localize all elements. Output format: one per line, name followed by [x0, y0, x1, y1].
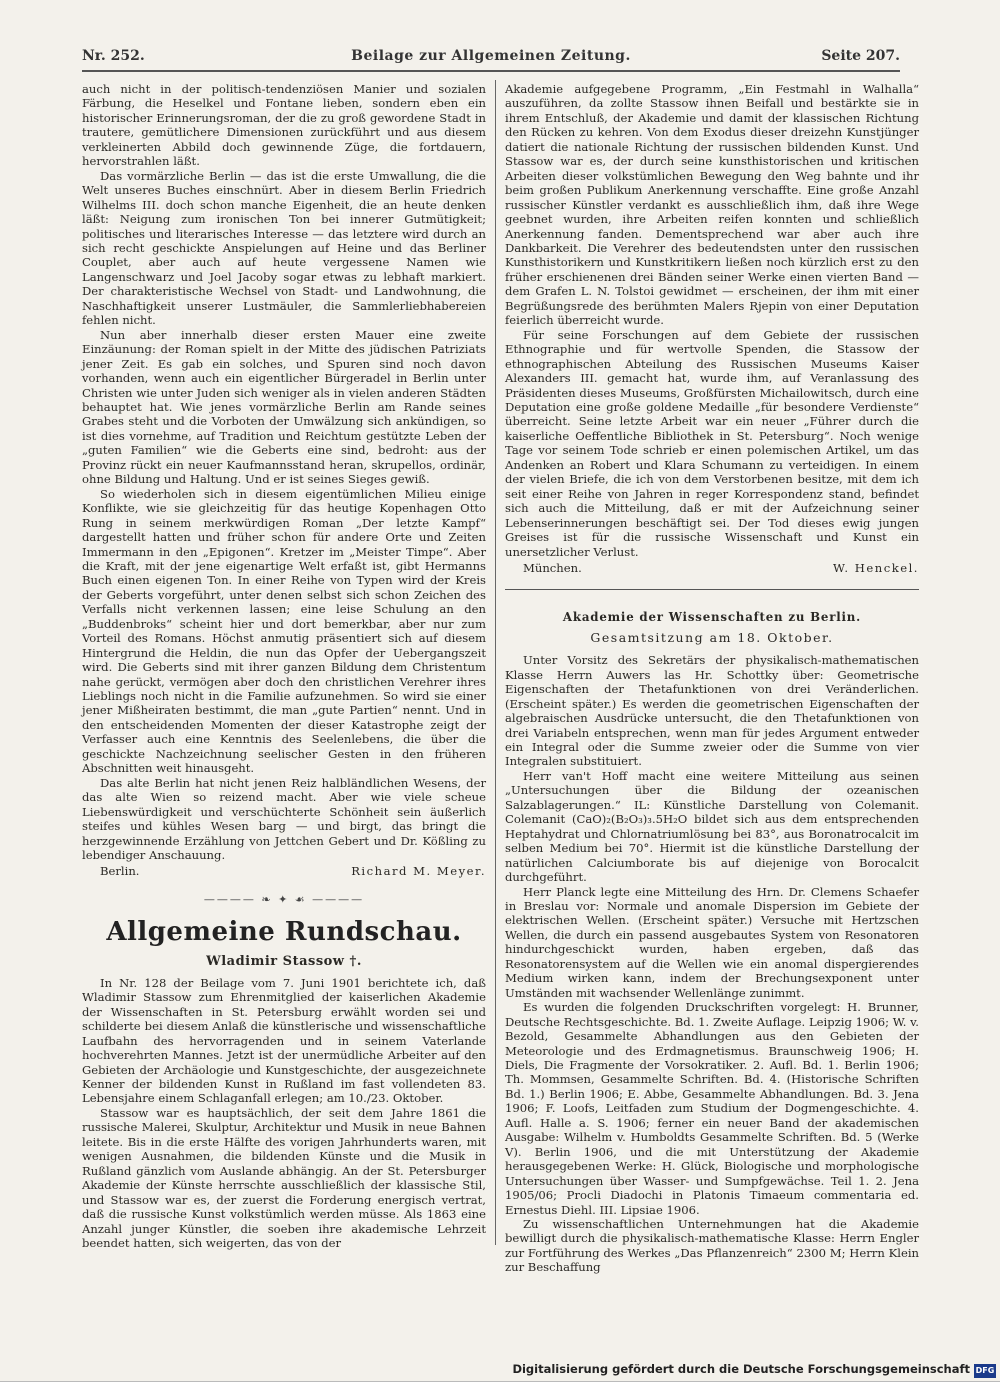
author: W. Henckel. [833, 560, 919, 575]
header-rule [82, 70, 900, 72]
section-rule [505, 589, 919, 590]
paragraph: Herr van't Hoff macht eine weitere Mitteilung aus seinen „Untersuchungen über die Bildung der ozeanischen Salzablagerungen.“ IL: Künstliche Darstellung von Colemanit. Colemanit (CaO)₂(B₂O₃)₃.5H₂O bildet sich aus dem entsprechenden Heptahydrat und Chlornatriumlösung bei 83°, aus Boronatrocalcit im selben Medium bei 70°. Hiermit ist die künstliche Darstellung der natürlichen Calciumborate bis auf diejenige von Borocalcit durchgeführt. [505, 768, 919, 885]
page-header [82, 44, 900, 72]
paragraph: auch nicht in der politisch-tendenziösen Manier und sozialen Färbung, die Heselkel und Fontane lieben, sondern eben ein historischer Erinnerungsroman, der die zu groß gewordene Stadt in trautere, gemütlichere Dimensionen zurückführt und aus diesem verkleinerten Abbild doch gewinnende Züge, die fortdauern, hervorstrahlen läßt. [82, 82, 486, 169]
author: Richard M. Meyer. [351, 864, 486, 879]
left-column [82, 82, 486, 1250]
signature-line [82, 864, 486, 878]
article-title: Wladimir Stassow †. [206, 954, 362, 970]
paragraph: Unter Vorsitz des Sekretärs der physikalisch-mathematischen Klasse Herrn Auwers las Hr. Schottky über: Geometrische Eigenschaften der Thetafunktionen von drei Veränderlichen. (Erscheint später.) Es werden die geometrischen Eigenschaften der algebraischen Ausdrücke untersucht, die den Thetafunktionen von drei Variabeln entsprechen, wenn man für jedes Argument entweder ein Integral oder die Summe zweier oder die Summe von vier Integralen substituiert. [505, 653, 919, 769]
paragraph: So wiederholen sich in diesem eigentümlichen Milieu einige Konflikte, wie sie gleichzeitig für das heutige Kopenhagen Otto Rung in seinem merkwürdigen Roman „Der letzte Kampf“ dargestellt hatten und früher schon für andere Orte und Zeiten Immermann in den „Epigonen“. Kretzer im „Meister Timpe“. Aber die Kraft, mit der jene eigenartige Welt erfaßt ist, gibt Hermanns Buch einen eigenen Ton. In einer Reihe von Typen wird der Kreis der Geberts vorgeführt, unter denen selbst sich schon Zeichen des Verfalls nicht verkennen lassen; eine leise Schulung an den „Buddenbroks“ scheint hier und dort bemerkbar, aber nur zum Vorteil des Romans. Höchst anmutig präsentiert sich auf diesem Hintergrund die Heldin, die nun das Opfer der Uebergangszeit wird. Die Geberts sind mit ihrer ganzen Bildung dem Christentum nahe gerückt, vermögen aber doch den christlichen Verehrer ihres Lieblings noch nicht in die Familie aufzunehmen. So wird sie einer jener Mißheiraten bestimmt, die man „gute Partien“ nennt. Und in den entscheidenden Momenten der dieser Katastrophe zeigt der Verfasser auch eine Kenntnis des Seelenlebens, die über die geschickte Nachzeichnung seelischer Gesten in den früheren Abschnitten weit hinausgeht. [82, 486, 486, 776]
place: Berlin. [100, 864, 140, 879]
paragraph: In Nr. 128 der Beilage vom 7. Juni 1901 berichtete ich, daß Wladimir Stassow zum Ehrenmitglied der kaiserlichen Akademie der Wissenschaften in St. Petersburg erwählt worden sei und schilderte bei diesem Anlaß die künstlerische und wissenschaftliche Laufbahn des hervorragenden und in seinem Vaterlande hochverehrten Mannes. Jetzt ist der unermüdliche Arbeiter auf den Gebieten der Archäologie und Kunstgeschichte, der ausgezeichnete Kenner der bildenden Kunst in Rußland im fast vollendeten 83. Lebensjahre einem Schlaganfall erlegen; am 10./23. Oktober. [82, 975, 486, 1106]
article-subtitle: Gesamtsitzung am 18. Oktober. [590, 629, 834, 645]
right-column [505, 82, 919, 1275]
issue-number: Nr. 252. [82, 48, 145, 64]
dfg-logo-icon: DFG [974, 1364, 996, 1378]
paragraph: Zu wissenschaftlichen Unternehmungen hat die Akademie bewilligt durch die physikalisch-mathematische Klasse: Herrn Engler zur Fortführung des Werkes „Das Pflanzenreich“ 2300 M; Herrn Klein zur Beschaffung [505, 1216, 919, 1275]
ornament-divider: ———— ❧ ✦ ☙ ———— [203, 892, 365, 906]
paragraph: Das alte Berlin hat nicht jenen Reiz halbländlichen Wesens, der das alte Wien so reizend macht. Aber wie viele scheue Liebenswürdigkeit und verschüchterte Schönheit sein äußerlich steifes und kühles Wesen barg — und birgt, das bringt die herzgewinnende Erzählung von Jettchen Gebert und Dr. Kößling zu lebendiger Anschauung. [82, 775, 486, 863]
paragraph: Stassow war es hauptsächlich, der seit dem Jahre 1861 die russische Malerei, Skulptur, Architektur und Musik in neue Bahnen leitete. Bis in die erste Hälfte des vorigen Jahrhunderts waren, mit wenigen Ausnahmen, die bildenden Künste und die Musik in Rußland gänzlich vom Auslande abhängig. An der St. Petersburger Akademie der Künste herrschte ausschließlich der klassische Stil, und Stassow war es, der zuerst die Forderung energisch vertrat, daß die russische Kunst volkstümlich werden müsse. Als 1863 eine Anzahl junger Künstler, die soeben ihre akademische Lehrzeit beendet hatten, sich weigerten, das von der [82, 1105, 486, 1250]
digitization-footer [0, 1358, 1000, 1382]
paragraph: Es wurden die folgenden Druckschriften vorgelegt: H. Brunner, Deutsche Rechtsgeschichte. Bd. 1. Zweite Auflage. Leipzig 1906; W. v. Bezold, Gesammelte Abhandlungen aus den Gebieten der Meteorologie und des Erdmagnetismus. Braunschweig 1906; H. Diels, Die Fragmente der Vorsokratiker. 2. Aufl. Bd. 1. Berlin 1906; Th. Mommsen, Gesammelte Schriften. Bd. 4. (Historische Schriften Bd. 1.) Berlin 1906; E. Abbe, Gesammelte Abhandlungen. Bd. 3. Jena 1906; F. Loofs, Leitfaden zum Studium der Dogmengeschichte. 4. Aufl. Halle a. S. 1906; ferner ein neuer Band der akademischen Ausgabe: Wilhelm v. Humboldts Gesammelte Schriften. Bd. 5 (Werke V). Berlin 1906, und die mit Unterstützung der Akademie herausgegebenen Werke: H. Glück, Biologische und morphologische Untersuchungen über Wasser- und Sumpfgewächse. Teil 1. 2. Jena 1905/06; Procli Diadochi in Platonis Timaeum commentaria ed. Ernestus Diehl. III. Lipsiae 1906. [505, 1000, 919, 1217]
funding-note: Digitalisierung gefördert durch die Deutsche Forschungsgemeinschaft [512, 1362, 970, 1376]
paragraph: Nun aber innerhalb dieser ersten Mauer eine zweite Einzäunung: der Roman spielt in der Mitte des jüdischen Patriziats jener Zeit. Es gab ein solches, und Spuren sind noch davon vorhanden, wenn auch ein eigentlicher Bürgeradel in Berlin unter Christen wie unter Juden sich weniger als in vielen anderen Städten behauptet hat. Wie jenes vormärzliche Berlin am Rande seines Grabes steht und die Vorboten der Umwälzung sich ankündigen, so ist dies vornehme, auf Tradition und Reichtum gestützte Leben der „guten Familien“ wie die Geberts eine sind, bedroht: aus der Provinz rückt ein neuer Kaufmannsstand heran, skrupellos, ordinär, ohne Bildung und Haltung. Und er ist seines Sieges gewiß. [82, 327, 486, 487]
publication-title: Beilage zur Allgemeinen Zeitung. [351, 48, 631, 64]
column-divider [495, 80, 496, 1245]
article-title: Akademie der Wissenschaften zu Berlin. [562, 610, 862, 625]
page-number: Seite 207. [821, 48, 900, 64]
paragraph: Das vormärzliche Berlin — das ist die erste Umwallung, die die Welt unseres Buches einschnürt. Aber in diesem Berlin Friedrich Wilhelms III. doch schon manche Eigenheit, die an heute denken läßt: Neigung zum ironischen Ton bei innerer Gutmütigkeit; politisches und literarisches Interesse — das letztere wird durch an sich recht geschickte Anspielungen auf Heine und das Berliner Couplet, aber auch auf heute vergessene Namen wie Langenschwarz und Joel Jacoby sogar etwas zu lebhaft markiert. Der charakteristische Wechsel von Stadt- und Landwohnung, die Naschhaftigkeit unserer Lustmäuler, die Sammlerliebhabereien fehlen nicht. [82, 168, 486, 328]
paragraph: Für seine Forschungen auf dem Gebiete der russischen Ethnographie und für wertvolle Spenden, die Stassow der ethnographischen Abteilung des Russischen Museums Kaiser Alexanders III. gemacht hat, wurde ihm, auf Veranlassung des Präsidenten dieses Museums, Großfürsten Michailowitsch, durch eine Deputation eine große goldene Medaille „für besondere Verdienste“ überreicht. Seine letzte Arbeit war ein neuer „Führer durch die kaiserliche Oeffentliche Bibliothek in St. Petersburg“. Noch wenige Tage vor seinem Tode schrieb er einen polemischen Artikel, um das Andenken an Robert und Klara Schumann zu verteidigen. In einem der vielen Briefe, die ich von dem Verstorbenen besitze, mit dem ich seit einer Reihe von Jahren in reger Korrespondenz stand, befindet sich auch die Mitteilung, daß er mit der Aufzeichnung seiner Lebenserinnerungen beschäftigt sei. Der Tod dieses ewig jungen Greises ist für die russische Wissenschaft und Kunst ein unersetzlicher Verlust. [505, 327, 919, 559]
signature-line [505, 561, 919, 575]
place: München. [523, 560, 582, 575]
section-title: Allgemeine Rundschau. [106, 917, 462, 948]
paragraph: Akademie aufgegebene Programm, „Ein Festmahl in Walhalla“ auszuführen, da zollte Stassow ihnen Beifall und bestärkte sie in ihrem Entschluß, der Akademie und damit der klassischen Richtung den Rücken zu kehren. Von dem Exodus dieser dreizehn Kunstjünger datiert die nationale Richtung der russischen bildenden Kunst. Und Stassow war es, der durch seine kunsthistorischen und kritischen Arbeiten dieser volkstümlichen Bewegung den Weg bahnte und ihr beim großen Publikum Anerkennung verschaffte. Eine große Anzahl russischer Künstler verdankt es ausschließlich ihm, daß ihre Wege geebnet wurden, ihre Arbeiten reifen konnten und schließlich Anerkennung fanden. Dementsprechend war aber auch ihre Dankbarkeit. Die Verehrer des bedeutendsten unter den russischen Kunsthistorikern und Kunstkritikern ließen noch kürzlich erst zu den früher erschienenen drei Bänden seiner Werke einen vierten Band — dem Grafen L. N. Tolstoi gewidmet — erscheinen, der ihm mit einer Begrüßungsrede des berühmten Malers Rjepin von einer Deputation feierlich überreicht wurde. [505, 82, 919, 328]
paragraph: Herr Planck legte eine Mitteilung des Hrn. Dr. Clemens Schaefer in Breslau vor: Normale und anomale Dispersion im Gebiete der elektrischen Wellen. (Erscheint später.) Versuche mit Hertzschen Wellen, die durch ein passend ausgebautes System von Resonatoren hindurchgeschickt wurden, haben ergeben, daß das Resonatorensystem auf die Wellen wie ein anomal dispergierendes Medium wirken kann, indem der Brechungsexponent unter Umständen mit wachsender Wellenlänge zunimmt. [505, 884, 919, 1000]
